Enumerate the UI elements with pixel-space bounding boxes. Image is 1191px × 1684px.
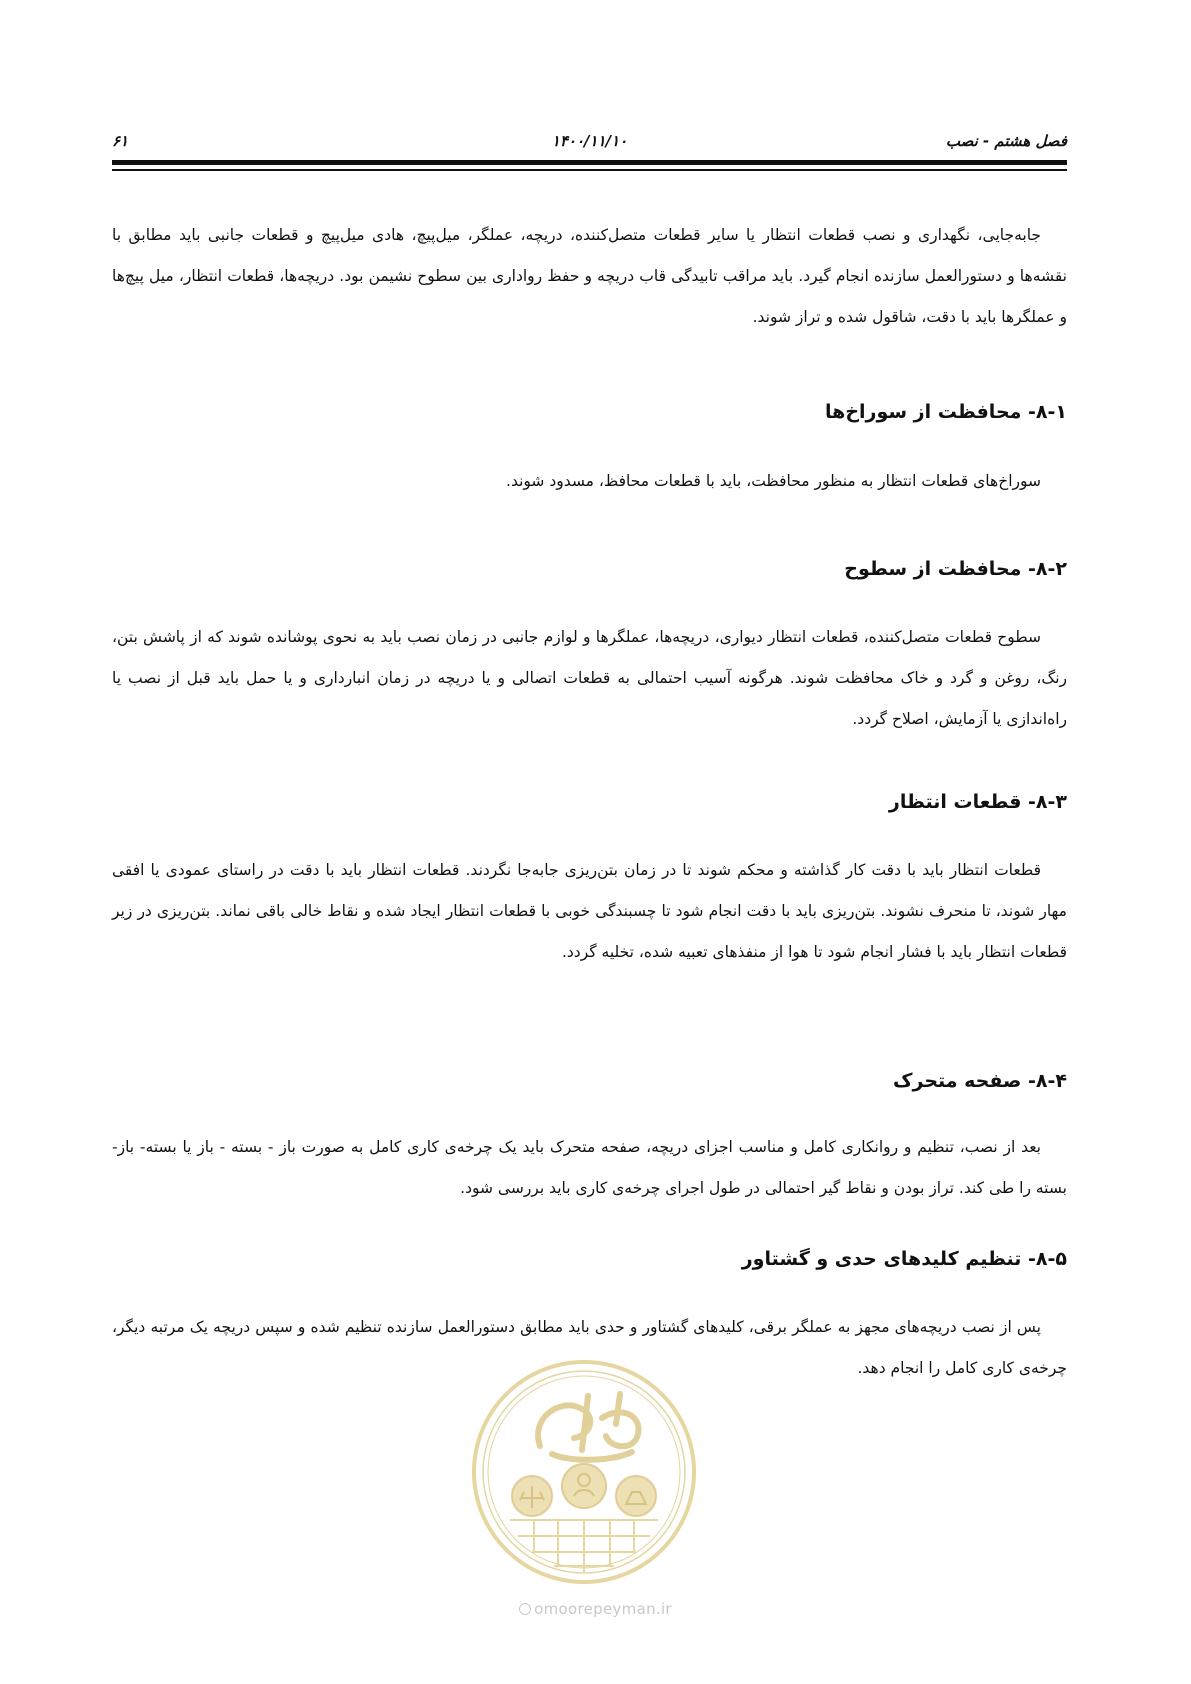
section-heading-surfaces: ۸-۲- محافظت از سطوح — [844, 558, 1067, 580]
running-header — [112, 128, 1067, 156]
globe-icon — [519, 1603, 531, 1615]
header-date: ۱۴۰۰/۱۱/۱۰ — [551, 132, 628, 150]
chapter-title: فصل هشتم - نصب — [945, 132, 1067, 150]
section-body-surfaces: سطوح قطعات متصل‌کننده، قطعات انتظار دیواری، دریچه‌ها، عملگرها و لوازم جانبی در زمان نصب باید به نحوی پوشانده شوند که از پاشش بتن، رنگ، روغن و گرد و خاک محافظت شوند. هرگونه آسیب احتمالی به قطعات اتصالی و یا دریچه در زمان انبارداری و یا حمل باید قبل از نصب یا راه‌اندازی یا آزمایش، اصلاح گردد. — [112, 628, 1067, 728]
header-rule-thin — [112, 169, 1067, 171]
section-body-moving-leaf: بعد از نصب، تنظیم و روانکاری کامل و مناسب اجزای دریچه، صفحه متحرک باید یک چرخه‌ی کاری کامل به صورت باز - بسته - باز یا بسته- باز- بسته را طی کند. تراز بودن و نقاط گیر احتمالی در طول اجرای چرخه‌ی کاری باید بررسی شود. — [112, 1138, 1067, 1197]
intro-paragraph: جابه‌جایی، نگهداری و نصب قطعات انتظار یا سایر قطعات متصل‌کننده، دریچه، عملگر، میل‌پیچ، هادی میل‌پیچ و قطعات جانبی باید مطابق با نقشه‌ها و دستورالعمل سازنده انجام گیرد. باید مراقب تابیدگی قاب دریچه و حفظ رواداری بین سطوح نشیمن بود. دریچه‌ها، قطعات انتظار، میل پیچ‌ها و عملگرها باید با دقت، شاقول شده و تراز شوند. — [112, 226, 1067, 326]
website-text: omoorepeyman.ir — [534, 1600, 672, 1618]
section-heading-limit-switches: ۸-۵- تنظیم کلیدهای حدی و گشتاور — [741, 1248, 1067, 1270]
watermark-seal-logo — [470, 1358, 698, 1586]
page-number: ۶۱ — [112, 132, 129, 150]
section-body-limit-switches: پس از نصب دریچه‌های مجهز به عملگر برقی، کلیدهای گشتاور و حدی باید مطابق دستورالعمل سازنده تنظیم شده و سپس دریچه یک مرتبه دیگر، چرخه‌ی کاری کامل را انجام دهد. — [112, 1318, 1067, 1377]
section-heading-embedded-parts: ۸-۳- قطعات انتظار — [888, 791, 1067, 813]
header-rule-thick — [112, 160, 1067, 165]
section-body-embedded-parts: قطعات انتظار باید با دقت کار گذاشته و محکم شوند تا در زمان بتن‌ریزی جابه‌جا نگردند. قطعات انتظار باید با دقت در راستای عمودی یا افقی مهار شوند، تا منحرف نشوند. بتن‌ریزی باید با دقت انجام شود تا چسبندگی خوبی با قطعات انتظار ایجاد شده و نقاط خالی باقی نماند. بتن‌ریزی در زیر قطعات انتظار باید با فشار انجام شود تا هوا از منفذهای تعبیه شده، تخلیه گردد. — [112, 861, 1067, 961]
watermark-website — [0, 1600, 1191, 1618]
section-heading-moving-leaf: ۸-۴- صفحه متحرک — [893, 1070, 1067, 1092]
section-body-holes: سوراخ‌های قطعات انتظار به منظور محافظت، باید با قطعات محافظ، مسدود شوند. — [506, 472, 1041, 490]
section-heading-holes: ۸-۱- محافظت از سوراخ‌ها — [825, 401, 1067, 423]
